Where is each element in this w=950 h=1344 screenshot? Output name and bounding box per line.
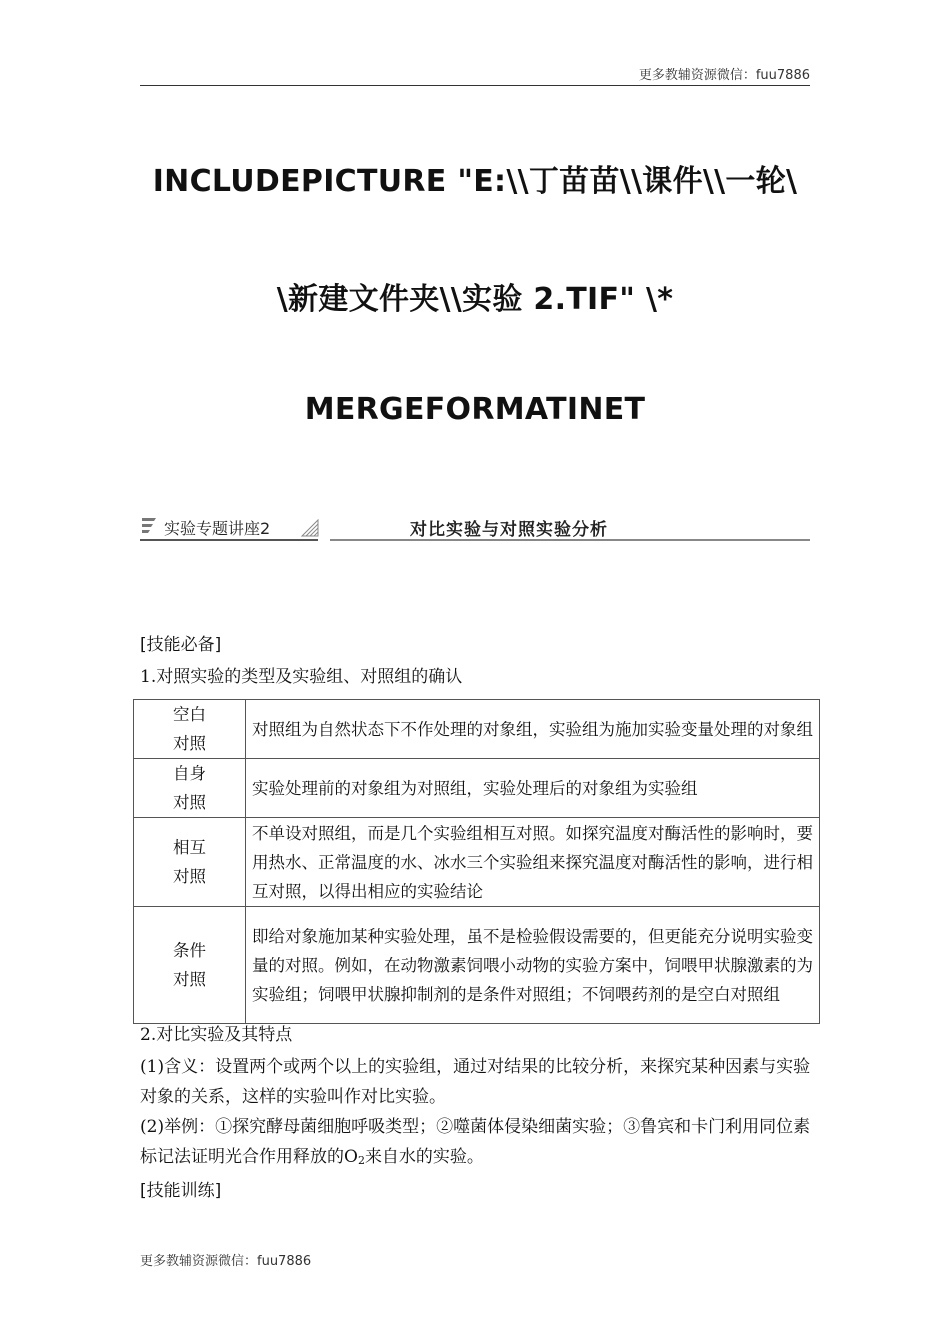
banner-left-label: 实验专题讲座2 (164, 519, 271, 538)
category-line-2: 对照 (173, 734, 206, 753)
table-row (134, 818, 820, 907)
skills-training-heading: [技能训练] (140, 1181, 222, 1201)
table-row (134, 759, 820, 818)
title-line-1: INCLUDEPICTURE "E:\\丁苗苗\\课件\\一轮\ (152, 164, 798, 199)
table-row (134, 907, 820, 1024)
table-cell-category (134, 700, 246, 759)
banner-triangle-icon (300, 518, 320, 538)
table-cell-description: 对照组为自然状态下不作处理的对象组，实验组为施加实验变量处理的对象组 (246, 700, 820, 759)
table-cell-category (134, 759, 246, 818)
category-line-1: 相互 (173, 838, 206, 857)
table-cell-category (134, 907, 246, 1024)
title-line-3: MERGEFORMATINET (304, 392, 646, 427)
category-line-1: 自身 (173, 764, 206, 783)
table-cell-category (134, 818, 246, 907)
category-line-1: 条件 (173, 941, 206, 960)
table-row (134, 700, 820, 759)
category-line-2: 对照 (173, 867, 206, 886)
table-cell-description: 不单设对照组，而是几个实验组相互对照。如探究温度对酶活性的影响时，要用热水、正常温度的水、冰水三个实验组来探究温度对酶活性的影响，进行相互对照，以得出相应的实验结论 (246, 818, 820, 907)
table-cell-description: 实验处理前的对象组为对照组，实验处理后的对象组为实验组 (246, 759, 820, 818)
oxygen-subscript: 2 (357, 1154, 365, 1167)
control-types-table (133, 699, 820, 1024)
header-rule (140, 85, 810, 86)
skills-heading: [技能必备] (140, 635, 222, 655)
example-paragraph (140, 1112, 812, 1176)
example-text-end: 来自水的实验。 (364, 1147, 484, 1167)
category-line-2: 对照 (173, 970, 206, 989)
section1-heading: 1.对照实验的类型及实验组、对照组的确认 (140, 667, 463, 687)
category-line-1: 空白 (173, 705, 206, 724)
page-footer-text: 更多教辅资源微信：fuu7886 (140, 1254, 312, 1269)
title-line-2: \新建文件夹\\实验 2.TIF" \* (276, 282, 674, 317)
section-banner (140, 510, 810, 546)
example-text: (2)举例：①探究酵母菌细胞呼吸类型；②噬菌体侵染细菌实验；③鲁宾和卡门利用同位素标记法证明光合作用释放的 (140, 1117, 811, 1167)
section2-heading: 2.对比实验及其特点 (140, 1025, 293, 1045)
page-header-text: 更多教辅资源微信：fuu7886 (638, 68, 810, 83)
banner-title: 对比实验与对照实验分析 (410, 520, 608, 540)
table-cell-description: 即给对象施加某种实验处理，虽不是检验假设需要的，但更能充分说明实验变量的对照。例如，在动物激素饲喂小动物的实验方案中，饲喂甲状腺激素的为实验组；饲喂甲状腺抑制剂的是条件对照组；不饲喂药剂的是空白对照组 (246, 907, 820, 1024)
category-line-2: 对照 (173, 793, 206, 812)
banner-stripes-icon (140, 516, 158, 538)
oxygen-formula: O (344, 1147, 358, 1167)
banner-left-rule (140, 539, 318, 541)
definition-paragraph: (1)含义：设置两个或两个以上的实验组，通过对结果的比较分析，来探究某种因素与实验对象的关系，这样的实验叫作对比实验。 (140, 1057, 811, 1107)
